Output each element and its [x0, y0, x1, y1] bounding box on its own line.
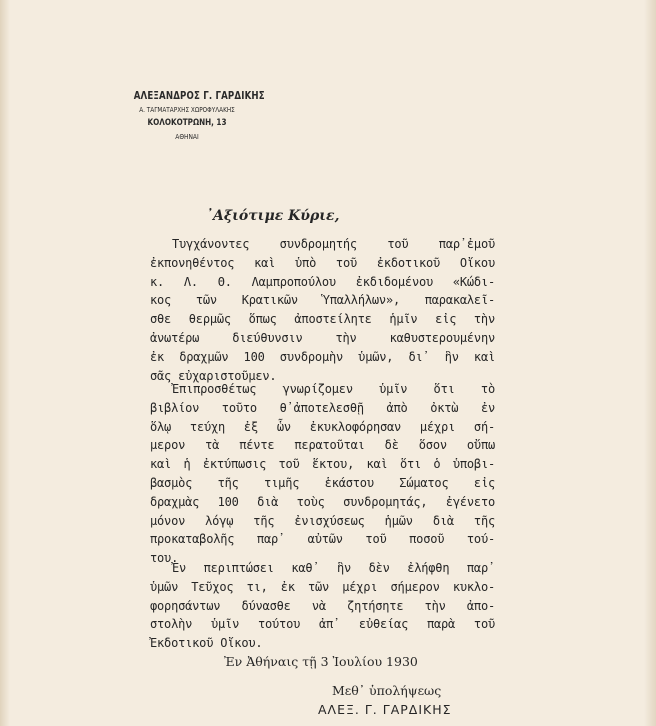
text-line: ἐκ δραχμῶν 100 συνδρομὴν ὑμῶν, δι᾿ ἣν καὶ — [150, 349, 495, 364]
letterhead — [122, 90, 265, 141]
paper-edge-left — [0, 0, 10, 726]
paragraph-2 — [150, 380, 495, 568]
text-line: βιβλίον τοῦτο θ᾿ἀποτελεσθῇ ἀπὸ ὀκτὼ ἐν — [150, 400, 495, 415]
text-line: ἀνωτέρω διεύθυνσιν τὴν καθυστερουμένην — [150, 330, 495, 345]
signature: ΑΛΕΞ. Γ. ΓΑΡΔΙΚΗΣ — [318, 702, 452, 717]
paragraph-3 — [150, 559, 495, 653]
text-line: Ἐκδοτικοῦ Οἴκου. — [150, 636, 263, 651]
text-line: Τυγχάνοντες συνδρομητής τοῦ παρ᾿ἐμοῦ — [172, 237, 495, 251]
letterhead-city: ΑΘΗΝΑΙ — [175, 133, 199, 141]
text-line: μερον τὰ πέντε περατοῦται δὲ ὅσον οὔπω — [150, 438, 495, 453]
text-line: Ἐπιπροσθέτως γνωρίζομεν ὑμῖν ὅτι τὸ — [172, 382, 495, 396]
text-line: σᾶς εὐχαριστοῦμεν. — [150, 368, 277, 383]
text-line: δραχμὰς 100 διὰ τοὺς συνδρομητάς, ἐγένετο — [150, 494, 495, 509]
closing: Μεθ᾿ ὑπολήψεως — [332, 683, 442, 698]
salutation: ᾿Αξιότιμε Κύριε, — [206, 208, 340, 224]
paragraph-1 — [150, 235, 495, 385]
text-line: κ. Λ. Θ. Λαμπροπούλου ἐκδιδομένου «Κώδι- — [150, 274, 495, 289]
text-line: στολὴν ὑμῖν τούτου ἀπ᾿ εὐθείας παρὰ τοῦ — [150, 617, 495, 632]
text-line: βασμὸς τῆς τιμῆς ἑκάστου Σώματος εἰς — [150, 475, 495, 490]
text-line: σθε θερμῶς ὅπως ἀποστείλητε ἡμῖν εἰς τὴν — [150, 312, 495, 327]
text-line: κος τῶν Κρατικῶν Ὑπαλλήλων», παρακαλεῖ- — [150, 293, 495, 308]
letterhead-name: ΑΛΕΞΑΝΔΡΟΣ Γ. ΓΑΡΔΙΚΗΣ — [133, 90, 265, 102]
text-line: ὅλῳ τεύχη ἐξ ὧν ἐκυκλοφόρησαν μέχρι σή- — [150, 419, 495, 434]
text-line: προκαταβολῆς παρ᾿ αὐτῶν τοῦ ποσοῦ τού- — [150, 532, 495, 547]
text-line: καὶ ἡ ἐκτύπωσις τοῦ ἕκτου, καὶ ὅτι ὁ ὑποβι- — [150, 457, 495, 472]
dateline: Ἐν Ἀθήναις τῇ 3 Ἰουλίου 1930 — [224, 654, 418, 669]
text-line: Ἐν περιπτώσει καθ᾿ ἣν δὲν ἐλήφθη παρ᾿ — [172, 561, 495, 575]
text-line: φορησάντων δύνασθε νὰ ζητήσητε τὴν ἀπο- — [150, 598, 495, 613]
text-line: του. — [150, 551, 179, 566]
letterhead-street: ΚΟΛΟΚΟΤΡΩΝΗ, 13 — [147, 118, 227, 128]
paper-edge-right — [644, 0, 656, 726]
text-line: μόνον λόγῳ τῆς ἐνισχύσεως ἡμῶν διὰ τῆς — [150, 513, 495, 528]
text-line: ὑμῶν Τεῦχος τι, ἐκ τῶν μέχρι σήμερον κυκλο- — [150, 579, 495, 594]
text-line: ἐκπονηθέντος καὶ ὑπὸ τοῦ ἐκδοτικοῦ Οἴκου — [150, 255, 495, 270]
letterhead-title: Α. ΤΑΓΜΑΤΑΡΧΗΣ ΧΩΡΟΦΥΛΑΚΗΣ — [139, 106, 235, 114]
